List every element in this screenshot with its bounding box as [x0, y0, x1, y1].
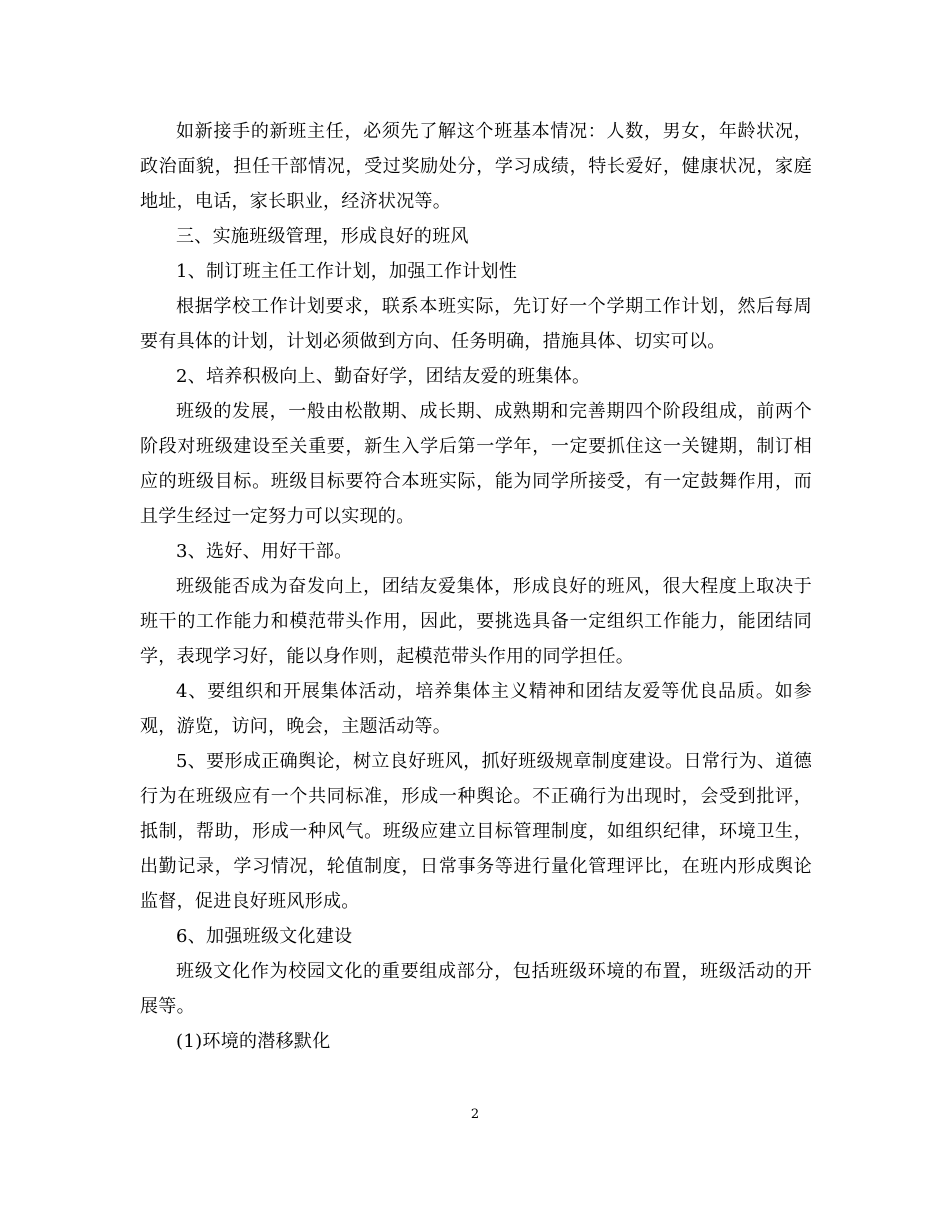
heading-item-1: 1、制订班主任工作计划，加强工作计划性 [176, 261, 518, 282]
heading-item-3: 3、选好、用好干部。 [176, 541, 353, 562]
heading-item-5: 5、要形成正确舆论，树立良好班风，抓好班级规章制度建设。日常行为、道德行为在班级应有一个共同标准，形成一种舆论。不正确行为出现时，会受到批评，抵制，帮助，形成一种风气。班级应建立目标管理制度，如组织纪律，环境卫生，出勤记录，学习情况，轮值制度，日常事务等进行量化管理评比，在班内形成舆论监督，促进良好班风形成。 [140, 751, 812, 912]
paragraph-class-culture: 班级文化作为校园文化的重要组成部分，包括班级环境的布置，班级活动的开展等。 [140, 961, 812, 1017]
body-text [140, 114, 812, 1059]
heading-item-4: 4、要组织和开展集体活动，培养集体主义精神和团结友爱等优良品质。如参观，游览，访问，晚会，主题活动等。 [140, 681, 812, 737]
paragraph-class-development: 班级的发展，一般由松散期、成长期、成熟期和完善期四个阶段组成，前两个阶段对班级建设至关重要，新生入学后第一学年，一定要抓住这一关键期，制订相应的班级目标。班级目标要符合本班实际，能为同学所接受，有一定鼓舞作用，而且学生经过一定努力可以实现的。 [140, 401, 812, 527]
paragraph-class-info: 如新接手的新班主任，必须先了解这个班基本情况：人数，男女，年龄状况，政治面貌，担任干部情况，受过奖励处分，学习成绩，特长爱好，健康状况，家庭地址，电话，家长职业，经济状况等。 [140, 121, 812, 212]
paragraph-class-cadres: 班级能否成为奋发向上，团结友爱集体，形成良好的班风，很大程度上取决于班干的工作能力和模范带头作用，因此，要挑选具备一定组织工作能力，能团结同学，表现学习好，能以身作则，起模范带头作用的同学担任。 [140, 576, 812, 667]
page-number: 2 [470, 1107, 480, 1122]
heading-item-2: 2、培养积极向上、勤奋好学，团结友爱的班集体。 [176, 366, 591, 387]
heading-section-three: 三、实施班级管理，形成良好的班风 [176, 226, 469, 247]
paragraph-work-plan: 根据学校工作计划要求，联系本班实际，先订好一个学期工作计划，然后每周要有具体的计划，计划必须做到方向、任务明确，措施具体、切实可以。 [140, 296, 812, 352]
heading-subitem-1: (1)环境的潜移默化 [176, 1031, 331, 1052]
heading-item-6: 6、加强班级文化建设 [176, 926, 353, 947]
